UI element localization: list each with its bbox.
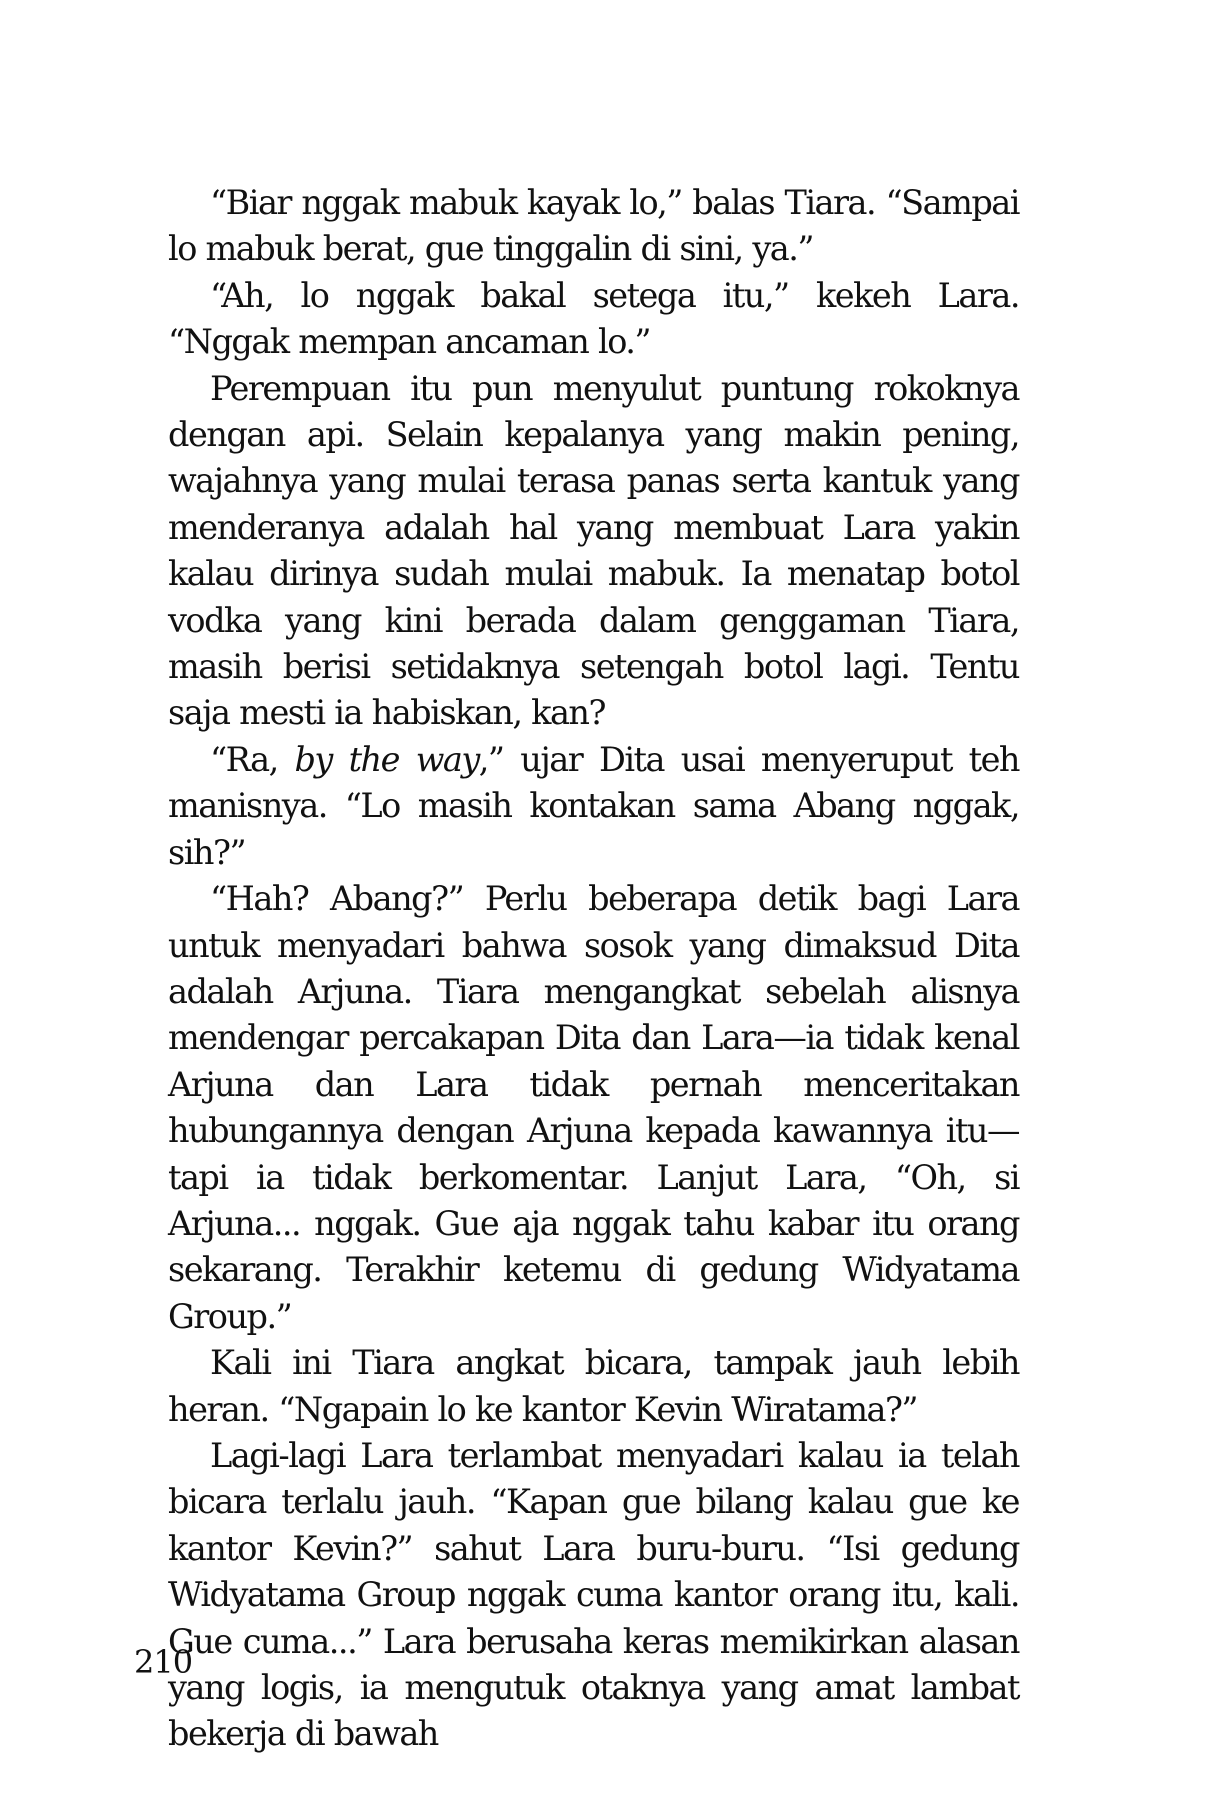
paragraph-4: [168, 737, 1019, 876]
paragraph-1: “Biar nggak mabuk kayak lo,” balas Tiara. “Sampai lo mabuk berat, gue tinggalin di sini, ya.”: [168, 183, 1019, 269]
paragraph-4-before: “Ra,: [210, 739, 295, 779]
paragraph-6: Kali ini Tiara angkat bicara, tampak jauh lebih heran. “Ngapain lo ke kantor Kevin Wiratama?”: [168, 1343, 1019, 1429]
paragraph-4-after: ,” ujar Dita usai menyeruput teh manisnya. “Lo masih kontakan sama Abang nggak, sih?”: [168, 739, 1020, 872]
paragraph-2: “Ah, lo nggak bakal setega itu,” kekeh Lara. “Nggak mempan ancaman lo.”: [168, 275, 1019, 362]
paragraph-3: Perempuan itu pun menyulut puntung rokoknya dengan api. Selain kepalanya yang makin pening, wajahnya yang mulai terasa panas serta kantuk yang menderanya adalah hal yang membuat Lara yakin kalau dirinya sudah mulai mabuk. Ia menatap botol vodka yang kini berada dalam genggaman Tiara, masih berisi setidaknya setengah botol lagi. Tentu saja mesti ia habiskan, kan?: [168, 368, 1019, 733]
paragraph-7: Lagi-lagi Lara terlambat menyadari kalau ia telah bicara terlalu jauh. “Kapan gue bilang kalau gue ke kantor Kevin?” sahut Lara buru-buru. “Isi gedung Widyatama Group nggak cuma kantor orang itu, kali. Gue cuma...” Lara berusaha keras memikirkan alasan yang logis, ia mengutuk otaknya yang amat lambat bekerja di bawah: [168, 1435, 1019, 1754]
paragraph-4-italic-phrase: by the way: [294, 739, 479, 779]
book-page-body: [168, 180, 1019, 1758]
page-number: 210: [134, 1643, 193, 1681]
paragraph-5: “Hah? Abang?” Perlu beberapa detik bagi Lara untuk menyadari bahwa sosok yang dimaksud Dita adalah Arjuna. Tiara mengangkat sebelah alisnya mendengar percakapan Dita dan Lara—ia tidak kenal Arjuna dan Lara tidak pernah menceritakan hubungannya dengan Arjuna kepada kawannya itu—tapi ia tidak berkomentar. Lanjut Lara, “Oh, si Arjuna... nggak. Gue aja nggak tahu kabar itu orang sekarang. Terakhir ketemu di gedung Widyatama Group.”: [168, 879, 1019, 1336]
